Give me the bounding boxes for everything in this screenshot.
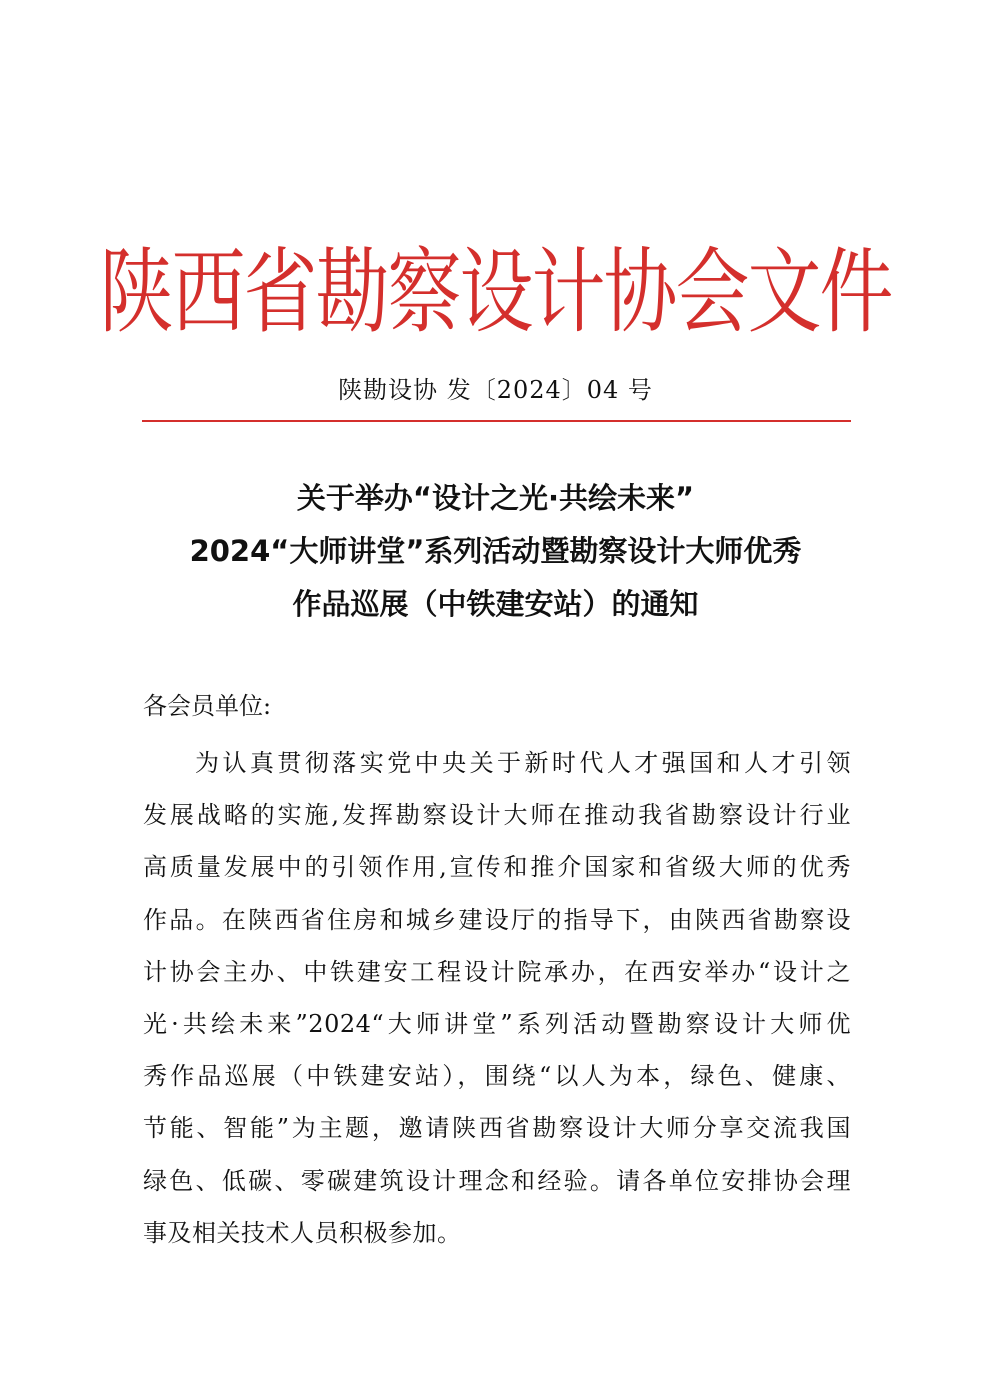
notice-title-line: 作品巡展（中铁建安站）的通知 <box>292 587 699 621</box>
body-line: 发展战略的实施,发挥勘察设计大师在推动我省勘察设计行业 <box>143 801 851 830</box>
body-line: 计协会主办、中铁建安工程设计院承办，在西安举办“设计之 <box>143 957 851 986</box>
body-line: 节能、智能”为主题，邀请陕西省勘察设计大师分享交流我国 <box>143 1114 851 1143</box>
salutation: 各会员单位: <box>143 692 272 720</box>
notice-title-line: 关于举办“设计之光·共绘未来” <box>296 481 695 515</box>
body-line: 事及相关技术人员积极参加。 <box>143 1218 462 1247</box>
body-line: 为认真贯彻落实党中央关于新时代人才强国和人才引领 <box>195 749 851 777</box>
body-line: 光·共绘未来”2024“大师讲堂”系列活动暨勘察设计大师优 <box>143 1009 851 1038</box>
header-divider <box>142 420 851 422</box>
document-number: 陕勘设协 发〔2024〕04 号 <box>338 376 653 404</box>
body-line: 秀作品巡展（中铁建安站），围绕“以人为本，绿色、健康、 <box>143 1062 851 1091</box>
document-header-title: 陕西省勘察设计协会文件 <box>99 238 892 347</box>
notice-title <box>100 472 891 631</box>
notice-title-line: 2024“大师讲堂”系列活动暨勘察设计大师优秀 <box>189 534 802 568</box>
body-paragraph <box>143 737 851 1259</box>
body-line: 作品。在陕西省住房和城乡建设厅的指导下，由陕西省勘察设 <box>143 905 851 934</box>
body-line: 高质量发展中的引领作用,宣传和推介国家和省级大师的优秀 <box>143 853 851 882</box>
body-line: 绿色、低碳、零碳建筑设计理念和经验。请各单位安排协会理 <box>143 1166 851 1195</box>
